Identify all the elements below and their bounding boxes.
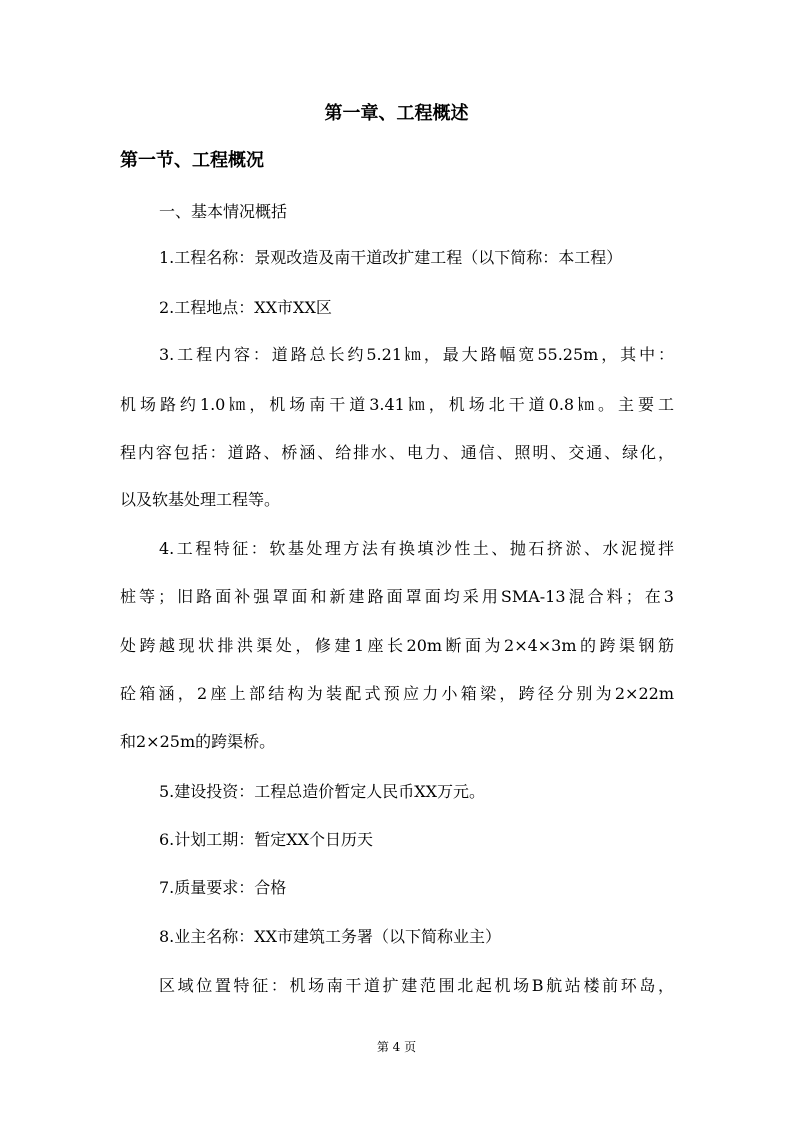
item-project-features-line: 处跨越现状排洪渠处，修建1座长20m断面为2×4×3m的跨渠钢筋 — [120, 636, 674, 655]
item-schedule: 6.计划工期：暂定XX个日历天 — [159, 830, 374, 849]
item-project-features-line: 桩等；旧路面补强罩面和新建路面罩面均采用SMA-13混合料；在3 — [120, 587, 674, 606]
item-quality: 7.质量要求：合格 — [159, 878, 287, 897]
item-project-name: 1.工程名称：景观改造及南干道改扩建工程（以下简称：本工程） — [159, 248, 623, 267]
item-project-content-line: 机场路约1.0㎞，机场南干道3.41㎞，机场北干道0.8㎞。主要工 — [120, 395, 674, 414]
item-project-features-line: 和2×25m的跨渠桥。 — [120, 732, 276, 751]
item-project-features-line: 4.工程特征：软基处理方法有换填沙性土、抛石挤淤、水泥搅拌 — [159, 539, 674, 558]
chapter-title: 第一章、工程概述 — [324, 103, 469, 124]
item-project-content-line: 以及软基处理工程等。 — [120, 490, 281, 509]
item-investment: 5.建设投资：工程总造价暂定人民币XX万元。 — [159, 782, 486, 801]
item-project-content-line: 3.工程内容：道路总长约5.21㎞，最大路幅宽55.25m，其中： — [159, 345, 674, 364]
region-location-line: 区域位置特征：机场南干道扩建范围北起机场B航站楼前环岛， — [159, 976, 674, 995]
page-number: 第 4 页 — [376, 1040, 417, 1054]
item-project-content-line: 程内容包括：道路、桥涵、给排水、电力、通信、照明、交通、绿化， — [120, 443, 674, 462]
subsection-title: 一、基本情况概括 — [159, 202, 288, 221]
section-title: 第一节、工程概况 — [120, 150, 264, 171]
item-project-features-line: 砼箱涵，2座上部结构为装配式预应力小箱梁，跨径分别为2×22m — [120, 684, 674, 703]
item-project-location: 2.工程地点：XX市XX区 — [159, 298, 332, 317]
item-owner: 8.业主名称：XX市建筑工务署（以下简称业主） — [159, 927, 502, 946]
